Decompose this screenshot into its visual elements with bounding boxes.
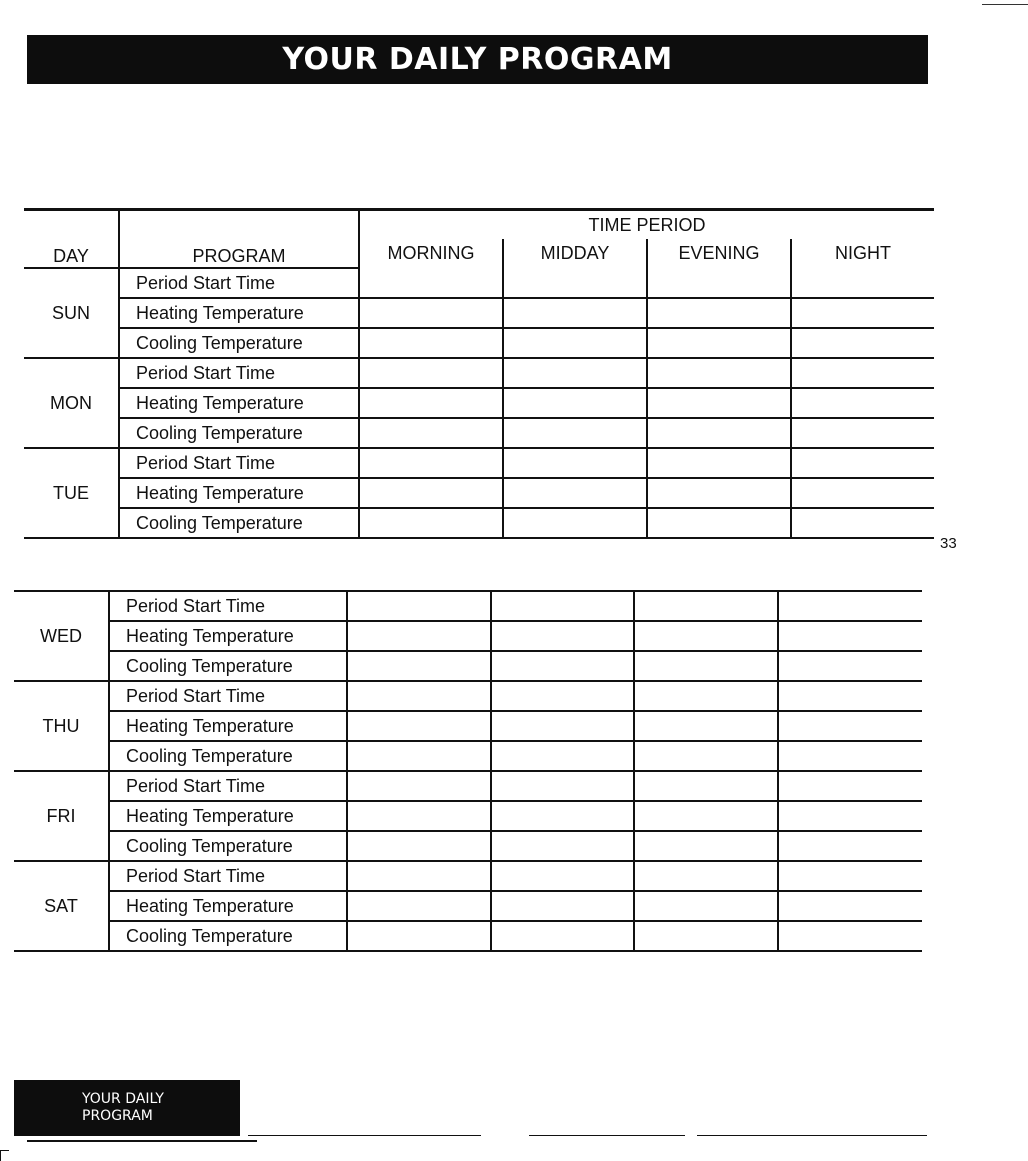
period-header-evening: EVENING: [647, 239, 791, 268]
entry-cell-thu-night[interactable]: [778, 741, 922, 771]
entry-cell-tue-midday[interactable]: [503, 448, 647, 478]
entry-cell-sun-midday[interactable]: [503, 268, 647, 298]
corner-rule: [982, 4, 1028, 5]
entry-cell-thu-morning[interactable]: [347, 711, 491, 741]
footer-rule: [248, 1135, 481, 1136]
table-row: [24, 298, 934, 328]
entry-cell-fri-evening[interactable]: [634, 831, 778, 861]
table-row: [14, 801, 922, 831]
entry-cell-mon-midday[interactable]: [503, 418, 647, 448]
entry-cell-thu-morning[interactable]: [347, 741, 491, 771]
entry-cell-thu-evening[interactable]: [634, 741, 778, 771]
table-row: [14, 651, 922, 681]
program-label: Period Start Time: [109, 771, 347, 801]
entry-cell-tue-morning[interactable]: [359, 508, 503, 538]
entry-cell-wed-midday[interactable]: [491, 621, 634, 651]
table-row: [24, 328, 934, 358]
entry-cell-thu-midday[interactable]: [491, 711, 634, 741]
program-label: Period Start Time: [109, 681, 347, 711]
footer-rule: [697, 1135, 927, 1136]
program-label: Cooling Temperature: [119, 508, 359, 538]
entry-cell-fri-night[interactable]: [778, 831, 922, 861]
table-row: [24, 358, 934, 388]
entry-cell-tue-midday[interactable]: [503, 508, 647, 538]
entry-cell-sun-evening[interactable]: [647, 268, 791, 298]
entry-cell-fri-night[interactable]: [778, 771, 922, 801]
entry-cell-wed-night[interactable]: [778, 621, 922, 651]
day-label-sun: SUN: [24, 268, 119, 358]
table-row: [24, 478, 934, 508]
entry-cell-sat-night[interactable]: [778, 891, 922, 921]
entry-cell-thu-evening[interactable]: [634, 681, 778, 711]
entry-cell-sun-midday[interactable]: [503, 298, 647, 328]
entry-cell-sun-night[interactable]: [791, 298, 934, 328]
entry-cell-thu-midday[interactable]: [491, 681, 634, 711]
entry-cell-mon-morning[interactable]: [359, 388, 503, 418]
program-label: Heating Temperature: [109, 801, 347, 831]
entry-cell-sun-night[interactable]: [791, 328, 934, 358]
program-label: Heating Temperature: [119, 298, 359, 328]
entry-cell-wed-midday[interactable]: [491, 591, 634, 621]
entry-cell-mon-night[interactable]: [791, 388, 934, 418]
entry-cell-sat-evening[interactable]: [634, 921, 778, 951]
period-header-morning: MORNING: [387, 243, 475, 263]
table-row: [24, 448, 934, 478]
program-label: Cooling Temperature: [109, 921, 347, 951]
day-column-header: DAY: [24, 239, 119, 268]
schedule-table-bottom: [14, 590, 922, 952]
time-period-header: TIME PERIOD: [359, 210, 934, 240]
program-label: Heating Temperature: [119, 388, 359, 418]
table-row: [14, 831, 922, 861]
entry-cell-sun-morning[interactable]: [359, 328, 503, 358]
program-label: Heating Temperature: [119, 478, 359, 508]
entry-cell-fri-morning[interactable]: [347, 831, 491, 861]
day-label-mon: MON: [24, 358, 119, 448]
entry-cell-wed-morning[interactable]: [347, 591, 491, 621]
entry-cell-tue-evening[interactable]: [647, 448, 791, 478]
program-label: Cooling Temperature: [119, 418, 359, 448]
entry-cell-wed-night[interactable]: [778, 651, 922, 681]
footer-rule: [529, 1135, 685, 1136]
entry-cell-sat-morning[interactable]: [347, 891, 491, 921]
program-label: Period Start Time: [109, 591, 347, 621]
entry-cell-tue-morning[interactable]: [359, 478, 503, 508]
crop-mark: [0, 1150, 9, 1161]
program-label: Period Start Time: [119, 448, 359, 478]
entry-cell-thu-night[interactable]: [778, 681, 922, 711]
page-title: YOUR DAILY PROGRAM: [282, 42, 673, 77]
entry-cell-wed-midday[interactable]: [491, 651, 634, 681]
entry-cell-wed-evening[interactable]: [634, 651, 778, 681]
entry-cell-tue-midday[interactable]: [503, 478, 647, 508]
entry-cell-wed-morning[interactable]: [347, 621, 491, 651]
entry-cell-thu-morning[interactable]: [347, 681, 491, 711]
entry-cell-sat-morning[interactable]: [347, 921, 491, 951]
entry-cell-wed-morning[interactable]: [347, 651, 491, 681]
entry-cell-tue-evening[interactable]: [647, 508, 791, 538]
entry-cell-mon-evening[interactable]: [647, 358, 791, 388]
entry-cell-fri-midday[interactable]: [491, 771, 634, 801]
entry-cell-mon-morning[interactable]: [359, 358, 503, 388]
table-row: [14, 771, 922, 801]
day-label-tue: TUE: [24, 448, 119, 538]
table-row: [14, 621, 922, 651]
table-row: [14, 861, 922, 891]
table-row: [24, 388, 934, 418]
table-row: [24, 268, 934, 298]
period-header-night: NIGHT: [791, 239, 934, 268]
entry-cell-sat-midday[interactable]: [491, 861, 634, 891]
entry-cell-sun-morning[interactable]: [359, 268, 503, 298]
entry-cell-wed-evening[interactable]: [634, 621, 778, 651]
entry-cell-sun-evening[interactable]: [647, 298, 791, 328]
entry-cell-tue-night[interactable]: [791, 508, 934, 538]
section-tab-line2: PROGRAM: [82, 1108, 153, 1124]
section-tab: [14, 1080, 240, 1136]
day-label-thu: THU: [14, 681, 109, 771]
entry-cell-mon-morning[interactable]: [359, 418, 503, 448]
program-label: Period Start Time: [119, 358, 359, 388]
entry-cell-sat-night[interactable]: [778, 921, 922, 951]
title-banner: [27, 35, 928, 84]
entry-cell-sat-evening[interactable]: [634, 861, 778, 891]
entry-cell-wed-night[interactable]: [778, 591, 922, 621]
entry-cell-fri-midday[interactable]: [491, 831, 634, 861]
program-label: Cooling Temperature: [109, 741, 347, 771]
entry-cell-tue-night[interactable]: [791, 478, 934, 508]
entry-cell-fri-evening[interactable]: [634, 801, 778, 831]
table-row: [14, 891, 922, 921]
entry-cell-sun-midday[interactable]: [503, 328, 647, 358]
entry-cell-sun-night[interactable]: [791, 268, 934, 298]
entry-cell-thu-evening[interactable]: [634, 711, 778, 741]
program-label: Heating Temperature: [109, 891, 347, 921]
day-label-wed: WED: [14, 591, 109, 681]
footer-rule: [27, 1140, 257, 1142]
entry-cell-mon-midday[interactable]: [503, 358, 647, 388]
table-row: [14, 711, 922, 741]
day-label-sat: SAT: [14, 861, 109, 951]
entry-cell-fri-evening[interactable]: [634, 771, 778, 801]
program-label: Period Start Time: [119, 268, 359, 298]
schedule-table-top: [24, 208, 934, 539]
table-row: [24, 418, 934, 448]
entry-cell-fri-night[interactable]: [778, 801, 922, 831]
entry-cell-mon-night[interactable]: [791, 358, 934, 388]
program-label: Cooling Temperature: [109, 651, 347, 681]
table-row: [24, 508, 934, 538]
entry-cell-mon-evening[interactable]: [647, 388, 791, 418]
entry-cell-sun-morning[interactable]: [359, 298, 503, 328]
day-label-fri: FRI: [14, 771, 109, 861]
entry-cell-sat-night[interactable]: [778, 861, 922, 891]
entry-cell-sat-evening[interactable]: [634, 891, 778, 921]
entry-cell-mon-evening[interactable]: [647, 418, 791, 448]
table-row: [14, 681, 922, 711]
entry-cell-fri-morning[interactable]: [347, 801, 491, 831]
entry-cell-tue-evening[interactable]: [647, 478, 791, 508]
entry-cell-mon-night[interactable]: [791, 418, 934, 448]
entry-cell-tue-night[interactable]: [791, 448, 934, 478]
table-row: [14, 591, 922, 621]
period-header-midday: MIDDAY: [503, 239, 647, 268]
program-label: Heating Temperature: [109, 621, 347, 651]
program-label: Cooling Temperature: [119, 328, 359, 358]
entry-cell-wed-evening[interactable]: [634, 591, 778, 621]
entry-cell-mon-midday[interactable]: [503, 388, 647, 418]
entry-cell-tue-morning[interactable]: [359, 448, 503, 478]
entry-cell-sat-midday[interactable]: [491, 921, 634, 951]
program-label: Heating Temperature: [109, 711, 347, 741]
entry-cell-thu-midday[interactable]: [491, 741, 634, 771]
program-column-header: PROGRAM: [119, 239, 359, 268]
table-row: [14, 921, 922, 951]
program-label: Period Start Time: [109, 861, 347, 891]
entry-cell-fri-midday[interactable]: [491, 801, 634, 831]
table-row: [14, 741, 922, 771]
entry-cell-sat-midday[interactable]: [491, 891, 634, 921]
entry-cell-sun-evening[interactable]: [647, 328, 791, 358]
section-tab-line1: YOUR DAILY: [82, 1091, 164, 1107]
page-number: 33: [940, 535, 957, 552]
program-label: Cooling Temperature: [109, 831, 347, 861]
entry-cell-fri-morning[interactable]: [347, 771, 491, 801]
entry-cell-sat-morning[interactable]: [347, 861, 491, 891]
entry-cell-thu-night[interactable]: [778, 711, 922, 741]
